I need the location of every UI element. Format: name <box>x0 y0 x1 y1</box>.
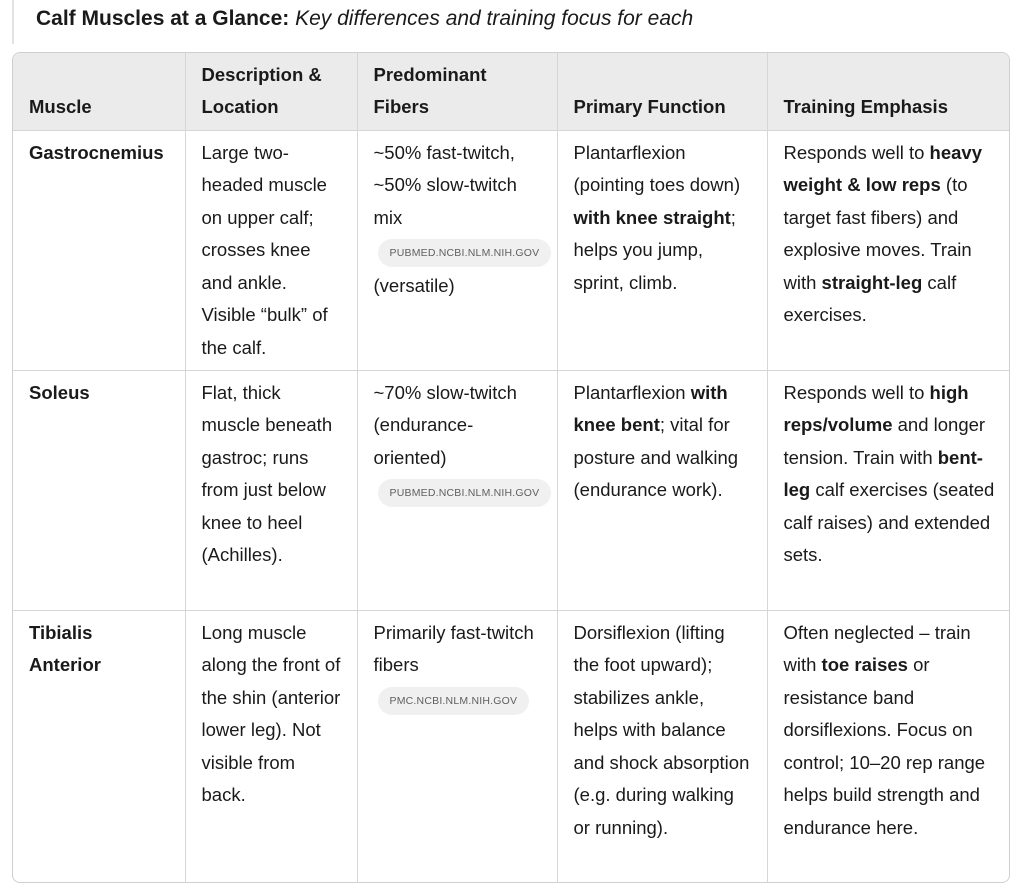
cell-text: Responds well to <box>783 381 930 403</box>
emphasis-text: heavy weight & low reps <box>783 141 982 195</box>
header-training: Training Emphasis <box>767 53 1010 130</box>
emphasis-text: with knee bent <box>573 381 728 435</box>
training-cell <box>767 610 1010 882</box>
cell-text: Plantarflexion <box>573 381 691 403</box>
cell-text: calf exercises. <box>783 271 957 325</box>
cell-text: Responds well to <box>783 141 930 163</box>
cell-text: or resistance band dorsiflexions. Focus on control; 10–20 rep range helps build strength and endurance here. <box>783 654 986 838</box>
title-italic: Key differences and training focus for each <box>295 7 694 30</box>
fibers-text: ~70% slow-twitch (endurance-oriented) <box>373 381 517 468</box>
emphasis-text: with knee straight <box>573 206 731 228</box>
citation-link[interactable]: PUBMED.NCBI.NLM.NIH.GOV <box>378 479 552 507</box>
cell-text: ; vital for posture and walking (endurance work). <box>573 414 739 500</box>
title-bold: Calf Muscles at a Glance: <box>36 7 290 30</box>
table-row <box>13 370 1010 610</box>
description-cell: Large two-headed muscle on upper calf; crosses knee and ankle. Visible “bulk” of the calf. <box>185 130 357 370</box>
header-muscle: Muscle <box>13 53 185 130</box>
cell-text: Often neglected – train with <box>783 621 971 675</box>
header-description: Description & Location <box>185 53 357 130</box>
header-function: Primary Function <box>557 53 767 130</box>
heading-container <box>12 0 1012 44</box>
muscle-cell: Tibialis Anterior <box>13 610 185 882</box>
table-row <box>13 610 1010 882</box>
training-cell <box>767 130 1010 370</box>
training-cell <box>767 370 1010 610</box>
cell-text: calf exercises (seated calf raises) and extended sets. <box>783 479 995 565</box>
emphasis-text: toe raises <box>821 654 908 675</box>
page-title <box>36 6 693 32</box>
citation-link[interactable]: PMC.NCBI.NLM.NIH.GOV <box>378 687 530 715</box>
function-cell <box>557 130 767 370</box>
fibers-text: ~50% fast-twitch, ~50% slow-twitch mix <box>373 141 517 228</box>
fibers-note: (versatile) <box>373 275 455 296</box>
table-header-row <box>13 53 1010 130</box>
fibers-cell <box>357 130 557 370</box>
function-cell <box>557 370 767 610</box>
citation-link[interactable]: PUBMED.NCBI.NLM.NIH.GOV <box>378 239 552 267</box>
emphasis-text: high reps/volume <box>783 381 969 435</box>
fibers-cell <box>357 610 557 882</box>
description-cell: Long muscle along the front of the shin (anterior lower leg). Not visible from back. <box>185 610 357 882</box>
muscle-cell: Soleus <box>13 370 185 610</box>
description-cell: Flat, thick muscle beneath gastroc; runs from just below knee to heel (Achilles). <box>185 370 357 610</box>
emphasis-text: straight-leg <box>821 271 923 293</box>
fibers-cell <box>357 370 557 610</box>
table-row <box>13 130 1010 370</box>
muscle-cell: Gastrocnemius <box>13 130 185 370</box>
emphasis-text: bent-leg <box>783 446 983 500</box>
calf-muscles-table <box>12 52 1010 883</box>
cell-text: Dorsiflexion (lifting the foot upward); stabilizes ankle, helps with balance and shock absorption (e.g. during walking or running). <box>573 621 750 838</box>
cell-text: (to target fast fibers) and explosive moves. Train with <box>783 174 972 293</box>
header-fibers: Predominant Fibers <box>357 53 557 130</box>
table <box>13 53 1010 882</box>
fibers-text: Primarily fast-twitch fibers <box>373 621 534 675</box>
cell-text: ; helps you jump, sprint, climb. <box>573 206 736 293</box>
cell-text: and longer tension. Train with <box>783 414 986 468</box>
cell-text: Plantarflexion (pointing toes down) <box>573 141 741 195</box>
function-cell <box>557 610 767 882</box>
